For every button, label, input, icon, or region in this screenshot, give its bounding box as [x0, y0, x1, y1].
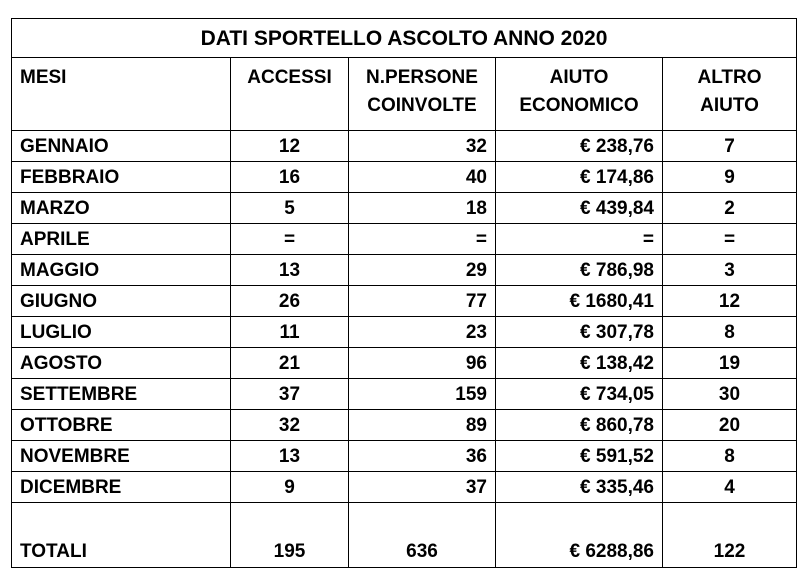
cell-accessi: 11 — [231, 317, 349, 348]
cell-altro: 8 — [663, 441, 797, 472]
cell-accessi: 26 — [231, 286, 349, 317]
cell-accessi: 12 — [231, 131, 349, 162]
cell-accessi: 37 — [231, 379, 349, 410]
header-accessi-line-1: ACCESSI — [247, 67, 332, 88]
totals-label: TOTALI — [12, 503, 231, 568]
title-row — [12, 19, 797, 58]
data-sheet — [11, 18, 796, 561]
cell-accessi: = — [231, 224, 349, 255]
cell-altro: 3 — [663, 255, 797, 286]
cell-aiuto: € 439,84 — [496, 193, 663, 224]
cell-accessi: 32 — [231, 410, 349, 441]
cell-persone: 40 — [349, 162, 496, 193]
cell-mese: NOVEMBRE — [12, 441, 231, 472]
cell-persone: 29 — [349, 255, 496, 286]
cell-aiuto: € 734,05 — [496, 379, 663, 410]
table-row — [12, 472, 797, 503]
cell-persone: 32 — [349, 131, 496, 162]
cell-persone: 96 — [349, 348, 496, 379]
header-row — [12, 58, 797, 131]
cell-persone: 89 — [349, 410, 496, 441]
header-persone — [349, 58, 496, 131]
cell-altro: 4 — [663, 472, 797, 503]
cell-persone: 18 — [349, 193, 496, 224]
cell-altro: 2 — [663, 193, 797, 224]
header-aiuto-line-1: AIUTO — [549, 67, 609, 88]
header-altro-line-1: ALTRO — [697, 67, 762, 88]
totals-aiuto: € 6288,86 — [496, 503, 663, 568]
table-row — [12, 317, 797, 348]
cell-persone: 36 — [349, 441, 496, 472]
cell-altro: 9 — [663, 162, 797, 193]
cell-persone: 37 — [349, 472, 496, 503]
cell-aiuto: € 138,42 — [496, 348, 663, 379]
cell-mese: AGOSTO — [12, 348, 231, 379]
table-title: DATI SPORTELLO ASCOLTO ANNO 2020 — [12, 19, 797, 58]
table-row — [12, 348, 797, 379]
cell-accessi: 13 — [231, 255, 349, 286]
table-row — [12, 379, 797, 410]
header-aiuto — [496, 58, 663, 131]
cell-mese: DICEMBRE — [12, 472, 231, 503]
cell-altro: 12 — [663, 286, 797, 317]
totals-row — [12, 503, 797, 568]
cell-aiuto: € 591,52 — [496, 441, 663, 472]
cell-accessi: 5 — [231, 193, 349, 224]
table-row — [12, 441, 797, 472]
table-row — [12, 162, 797, 193]
cell-altro: 8 — [663, 317, 797, 348]
table-row — [12, 224, 797, 255]
cell-altro: 19 — [663, 348, 797, 379]
cell-mese: LUGLIO — [12, 317, 231, 348]
table-row — [12, 410, 797, 441]
cell-accessi: 13 — [231, 441, 349, 472]
cell-persone: = — [349, 224, 496, 255]
cell-aiuto: € 238,76 — [496, 131, 663, 162]
cell-aiuto: € 860,78 — [496, 410, 663, 441]
header-mesi-line-1: MESI — [20, 67, 67, 88]
cell-accessi: 9 — [231, 472, 349, 503]
cell-accessi: 21 — [231, 348, 349, 379]
header-aiuto-line-2: ECONOMICO — [519, 95, 639, 116]
totals-persone: 636 — [349, 503, 496, 568]
totals-accessi: 195 — [231, 503, 349, 568]
cell-mese: SETTEMBRE — [12, 379, 231, 410]
cell-altro: = — [663, 224, 797, 255]
cell-mese: GIUGNO — [12, 286, 231, 317]
cell-aiuto: = — [496, 224, 663, 255]
table-row — [12, 255, 797, 286]
cell-aiuto: € 786,98 — [496, 255, 663, 286]
header-mesi — [12, 58, 231, 131]
cell-aiuto: € 335,46 — [496, 472, 663, 503]
cell-mese: MAGGIO — [12, 255, 231, 286]
totals-altro: 122 — [663, 503, 797, 568]
header-accessi — [231, 58, 349, 131]
cell-mese: MARZO — [12, 193, 231, 224]
cell-altro: 20 — [663, 410, 797, 441]
header-altro-line-2: AIUTO — [700, 95, 759, 116]
header-persone-line-1: N.PERSONE — [366, 67, 478, 88]
cell-accessi: 16 — [231, 162, 349, 193]
table-row — [12, 131, 797, 162]
cell-mese: OTTOBRE — [12, 410, 231, 441]
cell-persone: 77 — [349, 286, 496, 317]
cell-aiuto: € 307,78 — [496, 317, 663, 348]
cell-aiuto: € 174,86 — [496, 162, 663, 193]
cell-mese: FEBBRAIO — [12, 162, 231, 193]
data-table — [11, 18, 797, 568]
cell-persone: 159 — [349, 379, 496, 410]
header-altro — [663, 58, 797, 131]
header-persone-line-2: COINVOLTE — [367, 95, 477, 116]
cell-altro: 30 — [663, 379, 797, 410]
cell-aiuto: € 1680,41 — [496, 286, 663, 317]
cell-persone: 23 — [349, 317, 496, 348]
cell-altro: 7 — [663, 131, 797, 162]
cell-mese: APRILE — [12, 224, 231, 255]
table-row — [12, 193, 797, 224]
table-row — [12, 286, 797, 317]
cell-mese: GENNAIO — [12, 131, 231, 162]
